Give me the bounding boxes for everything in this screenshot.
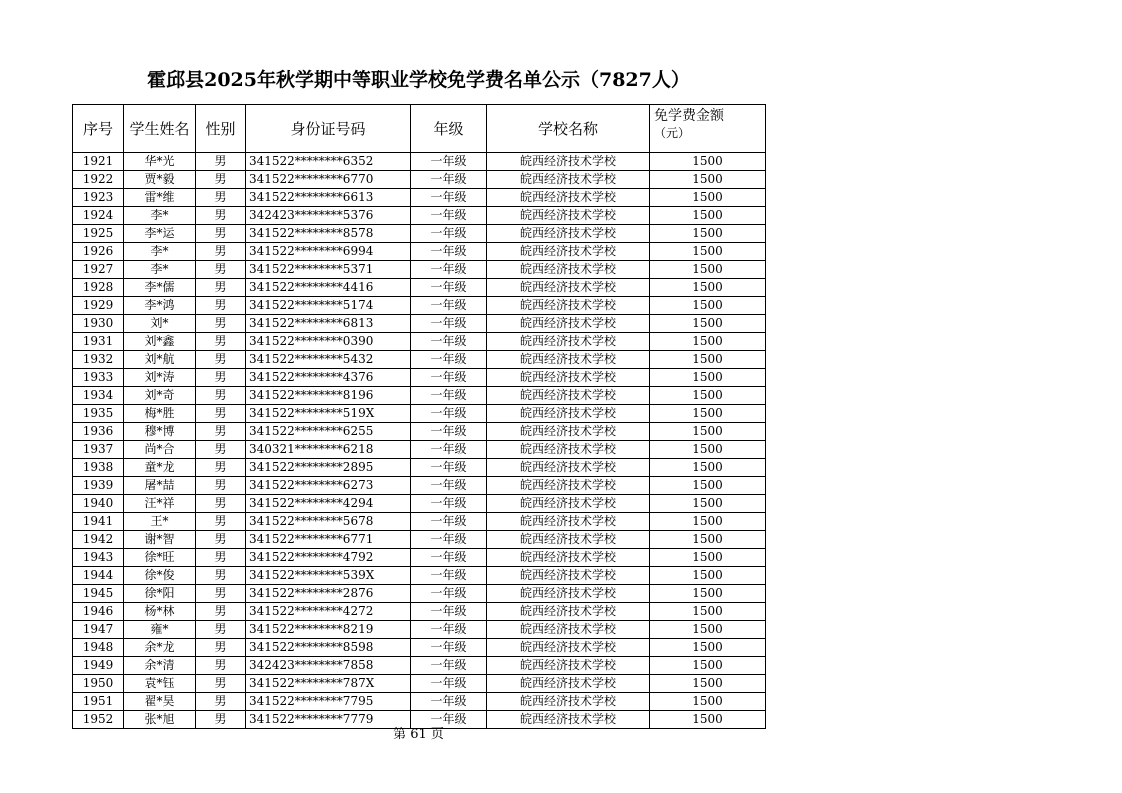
id-card-cell: 341522********519X: [246, 405, 411, 423]
school-cell: 皖西经济技术学校: [487, 423, 650, 441]
id-card-cell: 340321********6218: [246, 441, 411, 459]
grade-cell: 一年级: [411, 153, 487, 171]
school-cell: 皖西经济技术学校: [487, 171, 650, 189]
grade-cell: 一年级: [411, 387, 487, 405]
table-row: [73, 657, 766, 675]
amount-cell: 1500: [650, 369, 766, 387]
amount-cell: 1500: [650, 513, 766, 531]
seq-cell: 1941: [73, 513, 124, 531]
school-cell: 皖西经济技术学校: [487, 657, 650, 675]
id-card-cell: 341522********6273: [246, 477, 411, 495]
grade-cell: 一年级: [411, 423, 487, 441]
table-body: [73, 153, 766, 729]
page-number: 第 61 页: [393, 727, 444, 742]
gender-cell: 男: [196, 225, 246, 243]
amount-cell: 1500: [650, 693, 766, 711]
gender-cell: 男: [196, 387, 246, 405]
table-header-row: [73, 105, 766, 153]
school-cell: 皖西经济技术学校: [487, 261, 650, 279]
gender-cell: 男: [196, 675, 246, 693]
seq-cell: 1928: [73, 279, 124, 297]
gender-cell: 男: [196, 657, 246, 675]
seq-cell: 1926: [73, 243, 124, 261]
table-row: [73, 477, 766, 495]
grade-cell: 一年级: [411, 657, 487, 675]
id-card-cell: 341522********6770: [246, 171, 411, 189]
name-cell: 汪*祥: [124, 495, 196, 513]
name-cell: 翟*昊: [124, 693, 196, 711]
amount-cell: 1500: [650, 423, 766, 441]
grade-cell: 一年级: [411, 531, 487, 549]
seq-cell: 1948: [73, 639, 124, 657]
table-row: [73, 279, 766, 297]
seq-cell: 1939: [73, 477, 124, 495]
name-cell: 雷*维: [124, 189, 196, 207]
school-cell: 皖西经济技术学校: [487, 513, 650, 531]
amount-cell: 1500: [650, 189, 766, 207]
table-row: [73, 405, 766, 423]
seq-cell: 1924: [73, 207, 124, 225]
column-header-gender: 性别: [196, 105, 246, 153]
school-cell: 皖西经济技术学校: [487, 441, 650, 459]
seq-cell: 1950: [73, 675, 124, 693]
student-table: [72, 104, 766, 729]
amount-cell: 1500: [650, 279, 766, 297]
column-header-school: 学校名称: [487, 105, 650, 153]
school-cell: 皖西经济技术学校: [487, 369, 650, 387]
name-cell: 李*儒: [124, 279, 196, 297]
id-card-cell: 341522********5174: [246, 297, 411, 315]
school-cell: 皖西经济技术学校: [487, 153, 650, 171]
seq-cell: 1938: [73, 459, 124, 477]
grade-cell: 一年级: [411, 207, 487, 225]
column-header-amount: [650, 105, 766, 153]
id-card-cell: 341522********8578: [246, 225, 411, 243]
name-cell: 刘*: [124, 315, 196, 333]
name-cell: 贾*毅: [124, 171, 196, 189]
seq-cell: 1934: [73, 387, 124, 405]
name-cell: 李*: [124, 207, 196, 225]
name-cell: 华*光: [124, 153, 196, 171]
name-cell: 李*: [124, 261, 196, 279]
seq-cell: 1930: [73, 315, 124, 333]
grade-cell: 一年级: [411, 243, 487, 261]
amount-cell: 1500: [650, 711, 766, 729]
grade-cell: 一年级: [411, 225, 487, 243]
gender-cell: 男: [196, 207, 246, 225]
id-card-cell: 341522********6255: [246, 423, 411, 441]
id-card-cell: 342423********7858: [246, 657, 411, 675]
name-cell: 张*旭: [124, 711, 196, 729]
table-row: [73, 333, 766, 351]
amount-cell: 1500: [650, 297, 766, 315]
school-cell: 皖西经济技术学校: [487, 603, 650, 621]
gender-cell: 男: [196, 315, 246, 333]
table-row: [73, 153, 766, 171]
grade-cell: 一年级: [411, 351, 487, 369]
amount-cell: 1500: [650, 531, 766, 549]
id-card-cell: 341522********6994: [246, 243, 411, 261]
amount-cell: 1500: [650, 459, 766, 477]
school-cell: 皖西经济技术学校: [487, 225, 650, 243]
school-cell: 皖西经济技术学校: [487, 333, 650, 351]
amount-cell: 1500: [650, 315, 766, 333]
seq-cell: 1947: [73, 621, 124, 639]
amount-cell: 1500: [650, 639, 766, 657]
table-row: [73, 261, 766, 279]
id-card-cell: 341522********2876: [246, 585, 411, 603]
school-cell: 皖西经济技术学校: [487, 315, 650, 333]
school-cell: 皖西经济技术学校: [487, 531, 650, 549]
school-cell: 皖西经济技术学校: [487, 477, 650, 495]
seq-cell: 1951: [73, 693, 124, 711]
amount-unit: （元）: [654, 126, 691, 140]
gender-cell: 男: [196, 333, 246, 351]
gender-cell: 男: [196, 405, 246, 423]
column-header-name: 学生姓名: [124, 105, 196, 153]
grade-cell: 一年级: [411, 495, 487, 513]
name-cell: 刘*奇: [124, 387, 196, 405]
seq-cell: 1940: [73, 495, 124, 513]
grade-cell: 一年级: [411, 189, 487, 207]
gender-cell: 男: [196, 153, 246, 171]
seq-cell: 1925: [73, 225, 124, 243]
table-row: [73, 549, 766, 567]
gender-cell: 男: [196, 171, 246, 189]
school-cell: 皖西经济技术学校: [487, 243, 650, 261]
gender-cell: 男: [196, 261, 246, 279]
grade-cell: 一年级: [411, 171, 487, 189]
gender-cell: 男: [196, 549, 246, 567]
table-row: [73, 585, 766, 603]
amount-cell: 1500: [650, 333, 766, 351]
gender-cell: 男: [196, 189, 246, 207]
amount-cell: 1500: [650, 351, 766, 369]
amount-cell: 1500: [650, 405, 766, 423]
name-cell: 梅*胜: [124, 405, 196, 423]
column-header-seq: 序号: [73, 105, 124, 153]
amount-cell: 1500: [650, 207, 766, 225]
grade-cell: 一年级: [411, 603, 487, 621]
amount-cell: 1500: [650, 657, 766, 675]
name-cell: 徐*阳: [124, 585, 196, 603]
id-card-cell: 341522********8598: [246, 639, 411, 657]
seq-cell: 1944: [73, 567, 124, 585]
id-card-cell: 341522********7779: [246, 711, 411, 729]
gender-cell: 男: [196, 297, 246, 315]
id-card-cell: 341522********5432: [246, 351, 411, 369]
gender-cell: 男: [196, 639, 246, 657]
amount-cell: 1500: [650, 495, 766, 513]
page-title: 霍邱县2025年秋学期中等职业学校免学费名单公示（7827人）: [147, 69, 690, 91]
amount-cell: 1500: [650, 225, 766, 243]
grade-cell: 一年级: [411, 711, 487, 729]
school-cell: 皖西经济技术学校: [487, 351, 650, 369]
seq-cell: 1921: [73, 153, 124, 171]
table-row: [73, 441, 766, 459]
seq-cell: 1927: [73, 261, 124, 279]
seq-cell: 1922: [73, 171, 124, 189]
school-cell: 皖西经济技术学校: [487, 621, 650, 639]
table-row: [73, 693, 766, 711]
gender-cell: 男: [196, 351, 246, 369]
grade-cell: 一年级: [411, 675, 487, 693]
table-row: [73, 351, 766, 369]
id-card-cell: 341522********2895: [246, 459, 411, 477]
grade-cell: 一年级: [411, 261, 487, 279]
gender-cell: 男: [196, 693, 246, 711]
school-cell: 皖西经济技术学校: [487, 279, 650, 297]
amount-cell: 1500: [650, 585, 766, 603]
id-card-cell: 341522********8219: [246, 621, 411, 639]
grade-cell: 一年级: [411, 549, 487, 567]
school-cell: 皖西经济技术学校: [487, 387, 650, 405]
id-card-cell: 341522********0390: [246, 333, 411, 351]
grade-cell: 一年级: [411, 279, 487, 297]
amount-cell: 1500: [650, 243, 766, 261]
table-row: [73, 243, 766, 261]
name-cell: 余*龙: [124, 639, 196, 657]
grade-cell: 一年级: [411, 333, 487, 351]
name-cell: 穆*博: [124, 423, 196, 441]
column-header-id: 身份证号码: [246, 105, 411, 153]
name-cell: 屠*喆: [124, 477, 196, 495]
id-card-cell: 341522********6613: [246, 189, 411, 207]
id-card-cell: 341522********4376: [246, 369, 411, 387]
id-card-cell: 341522********4272: [246, 603, 411, 621]
table-row: [73, 675, 766, 693]
id-card-cell: 341522********5371: [246, 261, 411, 279]
table-row: [73, 459, 766, 477]
school-cell: 皖西经济技术学校: [487, 405, 650, 423]
grade-cell: 一年级: [411, 639, 487, 657]
name-cell: 童*龙: [124, 459, 196, 477]
name-cell: 徐*俊: [124, 567, 196, 585]
gender-cell: 男: [196, 711, 246, 729]
name-cell: 王*: [124, 513, 196, 531]
school-cell: 皖西经济技术学校: [487, 639, 650, 657]
grade-cell: 一年级: [411, 477, 487, 495]
gender-cell: 男: [196, 477, 246, 495]
gender-cell: 男: [196, 531, 246, 549]
table-row: [73, 567, 766, 585]
column-header-grade: 年级: [411, 105, 487, 153]
seq-cell: 1937: [73, 441, 124, 459]
id-card-cell: 341522********4792: [246, 549, 411, 567]
school-cell: 皖西经济技术学校: [487, 207, 650, 225]
grade-cell: 一年级: [411, 621, 487, 639]
school-cell: 皖西经济技术学校: [487, 459, 650, 477]
grade-cell: 一年级: [411, 513, 487, 531]
amount-cell: 1500: [650, 387, 766, 405]
school-cell: 皖西经济技术学校: [487, 189, 650, 207]
table-row: [73, 315, 766, 333]
id-card-cell: 341522********539X: [246, 567, 411, 585]
amount-label: 免学费金额: [654, 108, 724, 124]
seq-cell: 1936: [73, 423, 124, 441]
amount-cell: 1500: [650, 621, 766, 639]
gender-cell: 男: [196, 459, 246, 477]
table-row: [73, 513, 766, 531]
school-cell: 皖西经济技术学校: [487, 585, 650, 603]
grade-cell: 一年级: [411, 315, 487, 333]
seq-cell: 1946: [73, 603, 124, 621]
seq-cell: 1942: [73, 531, 124, 549]
school-cell: 皖西经济技术学校: [487, 693, 650, 711]
gender-cell: 男: [196, 369, 246, 387]
school-cell: 皖西经济技术学校: [487, 495, 650, 513]
school-cell: 皖西经济技术学校: [487, 711, 650, 729]
table-row: [73, 225, 766, 243]
id-card-cell: 341522********8196: [246, 387, 411, 405]
amount-cell: 1500: [650, 603, 766, 621]
amount-cell: 1500: [650, 171, 766, 189]
name-cell: 谢*智: [124, 531, 196, 549]
school-cell: 皖西经济技术学校: [487, 297, 650, 315]
gender-cell: 男: [196, 441, 246, 459]
gender-cell: 男: [196, 423, 246, 441]
seq-cell: 1949: [73, 657, 124, 675]
table-row: [73, 621, 766, 639]
id-card-cell: 342423********5376: [246, 207, 411, 225]
gender-cell: 男: [196, 603, 246, 621]
amount-cell: 1500: [650, 441, 766, 459]
id-card-cell: 341522********6813: [246, 315, 411, 333]
name-cell: 袁*钰: [124, 675, 196, 693]
table-row: [73, 603, 766, 621]
id-card-cell: 341522********5678: [246, 513, 411, 531]
table-row: [73, 171, 766, 189]
id-card-cell: 341522********4416: [246, 279, 411, 297]
name-cell: 徐*旺: [124, 549, 196, 567]
table-row: [73, 369, 766, 387]
table-row: [73, 189, 766, 207]
table-row: [73, 207, 766, 225]
gender-cell: 男: [196, 279, 246, 297]
seq-cell: 1933: [73, 369, 124, 387]
seq-cell: 1935: [73, 405, 124, 423]
name-cell: 李*运: [124, 225, 196, 243]
table-row: [73, 423, 766, 441]
grade-cell: 一年级: [411, 693, 487, 711]
seq-cell: 1943: [73, 549, 124, 567]
seq-cell: 1945: [73, 585, 124, 603]
name-cell: 李*: [124, 243, 196, 261]
name-cell: 刘*鑫: [124, 333, 196, 351]
gender-cell: 男: [196, 585, 246, 603]
amount-cell: 1500: [650, 567, 766, 585]
school-cell: 皖西经济技术学校: [487, 675, 650, 693]
seq-cell: 1929: [73, 297, 124, 315]
name-cell: 余*清: [124, 657, 196, 675]
table-row: [73, 531, 766, 549]
gender-cell: 男: [196, 513, 246, 531]
amount-cell: 1500: [650, 549, 766, 567]
table-row: [73, 297, 766, 315]
amount-cell: 1500: [650, 477, 766, 495]
grade-cell: 一年级: [411, 369, 487, 387]
id-card-cell: 341522********787X: [246, 675, 411, 693]
name-cell: 刘*涛: [124, 369, 196, 387]
id-card-cell: 341522********6771: [246, 531, 411, 549]
id-card-cell: 341522********7795: [246, 693, 411, 711]
amount-cell: 1500: [650, 675, 766, 693]
name-cell: 李*鸿: [124, 297, 196, 315]
gender-cell: 男: [196, 243, 246, 261]
school-cell: 皖西经济技术学校: [487, 567, 650, 585]
grade-cell: 一年级: [411, 405, 487, 423]
seq-cell: 1952: [73, 711, 124, 729]
id-card-cell: 341522********4294: [246, 495, 411, 513]
table-row: [73, 387, 766, 405]
grade-cell: 一年级: [411, 297, 487, 315]
grade-cell: 一年级: [411, 585, 487, 603]
name-cell: 尚*合: [124, 441, 196, 459]
gender-cell: 男: [196, 495, 246, 513]
seq-cell: 1932: [73, 351, 124, 369]
grade-cell: 一年级: [411, 441, 487, 459]
amount-cell: 1500: [650, 153, 766, 171]
grade-cell: 一年级: [411, 459, 487, 477]
table-row: [73, 639, 766, 657]
grade-cell: 一年级: [411, 567, 487, 585]
school-cell: 皖西经济技术学校: [487, 549, 650, 567]
amount-cell: 1500: [650, 261, 766, 279]
name-cell: 杨*林: [124, 603, 196, 621]
name-cell: 刘*航: [124, 351, 196, 369]
id-card-cell: 341522********6352: [246, 153, 411, 171]
table-row: [73, 495, 766, 513]
seq-cell: 1923: [73, 189, 124, 207]
gender-cell: 男: [196, 567, 246, 585]
name-cell: 雍*: [124, 621, 196, 639]
seq-cell: 1931: [73, 333, 124, 351]
gender-cell: 男: [196, 621, 246, 639]
